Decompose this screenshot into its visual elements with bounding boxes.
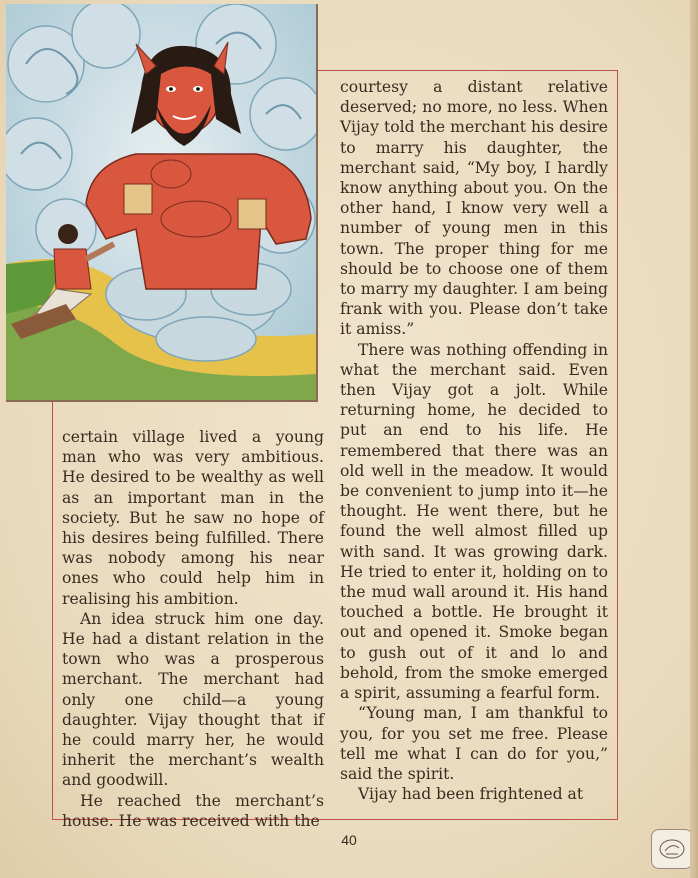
right-text-column [340,77,608,804]
right-paragraph-3: “Young man, I am thankful to you, for you set me free. Please tell me what I can do for you,” said the spirit. [340,704,608,783]
left-text-column [62,427,324,831]
right-paragraph-1: courtesy a distant relative deserved; no more, no less. When Vijay told the merchant his desire to marry his daughter, the merchant said, “My boy, I hardly know anything about you. On the other hand, I know very well a number of young men in this town. The proper thing for me should be to choose one of them to marry my daughter. I am being frank with you. Please don’t take it amiss.” [340,78,608,339]
page-number: 40 [341,832,357,848]
left-paragraph-3: He reached the merchant’s house. He was received with the [62,791,324,830]
right-paragraph-4: Vijay had been frightened at [358,785,584,804]
genie-and-boy-illustration-icon [6,4,316,400]
right-paragraph-2: There was nothing offending in what the merchant said. Even then Vijay got a jolt. While returning home, he decided to put an end to his life. He remembered that there was an old well in the meadow. It would be convenient to jump into it—he thought. He went there, but he found the well almost filled up with sand. It was growing dark. He tried to enter it, holding on to the mud wall around it. His hand touched a bottle. He brought it out and opened it. Smoke began to gush out of it and lo and behold, from the smoke emerged a spirit, assuming a fearful form. [340,340,608,703]
page-edge [690,0,698,878]
left-paragraph-1: certain village lived a young man who was very ambitious. He desired to be wealthy as well as an important man in the society. But he saw no hope of his desires being fulfilled. There was nobody among his near ones who could help him in realising his ambition. [62,428,324,608]
left-paragraph-2: An idea struck him one day. He had a distant relation in the town who was a prosperous merchant. The merchant had only one child—a young daughter. Vijay thought that if he could marry her, he would inherit the merchant’s wealth and goodwill. [62,609,324,790]
story-illustration [6,4,318,402]
library-stamp-icon [651,829,693,869]
